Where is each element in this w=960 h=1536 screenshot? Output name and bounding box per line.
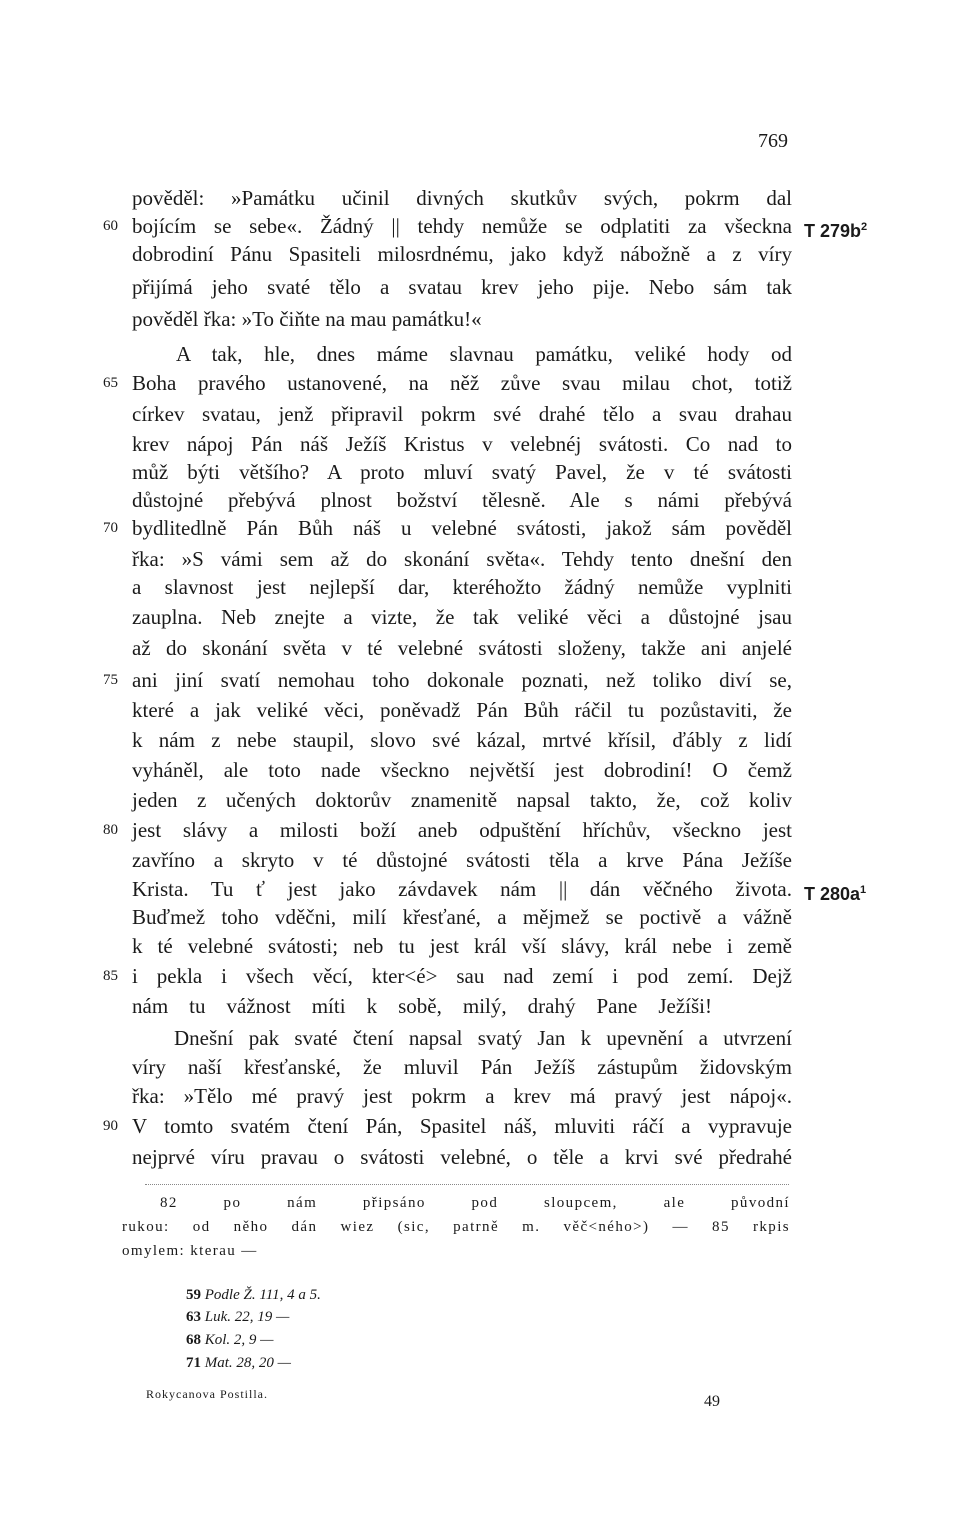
text-line: Boha pravého ustanovené, na něž zůve svau milau chot, totiž [132,371,792,395]
text-line: řka: »S vámi sem až do skonání světa«. Tehdy tento dnešní den [132,547,792,571]
textual-note: rukou: od něho dán wiez (sic, patrně m. věč<ného>) — 85 rkpis [122,1219,790,1235]
text-line: Dnešní pak svaté čtení napsal svatý Jan k upevnění a utvrzení [174,1026,792,1050]
text-line: bojícím se sebe«. Žádný || tehdy nemůže se odplatiti za všeckna [132,214,792,238]
line-number: 70 [103,520,118,536]
text-line: řka: »Tělo mé pravý jest pokrm a krev má pravý jest nápoj«. [132,1084,792,1108]
text-line: zauplna. Neb znejte a vizte, že tak veliké věci a důstojné jsau [132,605,792,629]
text-line: které a jak veliké věci, poněvadž Pán Bůh ráčil tu pozůstaviti, že [132,698,792,722]
text-line: důstojné přebývá plnost božství tělesně. Ale s námi přebývá [132,488,792,512]
line-number: 60 [103,218,118,234]
text-line: nejprvé víru pravau o svátosti velebné, o těle a krvi své předrahé [132,1145,792,1169]
reference-text: Luk. 22, 19 — [204,1309,290,1325]
text-line: bydlitedlně Pán Bůh náš u velebné svátosti, jakož sám pověděl [132,516,792,540]
text-line: víry naší křesťanské, že mluvil Pán Ježíš zástupům židovským [132,1055,792,1079]
textual-note: 82 po nám připsáno pod sloupcem, ale původní [160,1195,790,1211]
reference-text: Podle Ž. 111, 4 a 5. [204,1287,321,1303]
source-reference [186,1329,274,1352]
text-line: krev nápoj Pán náš Ježíš Kristus v velebnéj svátosti. Co nad to [132,432,792,456]
line-number: 75 [103,672,118,688]
margin-reference-sup: 2 [861,221,868,233]
margin-reference-sup: 1 [860,884,867,896]
text-line: zavříno a skryto v té důstojné svátosti těla a krve Pána Ježíše [132,848,792,872]
reference-line-number: 71 [186,1355,201,1371]
margin-reference-label: T 279b [804,221,862,241]
reference-line-number: 59 [186,1287,201,1303]
text-line: Buďmež toho vděčni, milí křesťané, a mějmež se poctivě a vážně [132,905,792,929]
text-line: jeden z učených doktorův znamenitě napsal takto, že, což koliv [132,788,792,812]
reference-text: Kol. 2, 9 — [204,1332,274,1348]
text-line: A tak, hle, dnes máme slavnau památku, veliké hody od [176,342,792,366]
margin-reference [804,876,866,908]
text-line: nám tu vážnost míti k sobě, milý, drahý Pane Ježíši! [132,994,712,1018]
reference-line-number: 68 [186,1332,201,1348]
text-line: přijímá jeho svaté tělo a svatau krev jeho pije. Nebo sám tak [132,275,792,299]
footnote-divider [145,1184,789,1185]
margin-reference [804,213,867,245]
footer-title: Rokycanova Postilla. [146,1387,268,1401]
text-line: až do skonání světa v té velebné svátosti složeny, takže ani anjelé [132,636,792,660]
source-reference [186,1284,321,1307]
text-line: V tomto svatém čtení Pán, Spasitel náš, mluviti ráčí a vypravuje [132,1114,792,1138]
page-number: 769 [758,130,788,152]
text-line: můž býti většího? A proto mluví svatý Pavel, že v té svátosti [132,460,792,484]
line-number: 65 [103,375,118,391]
line-number: 85 [103,968,118,984]
text-line: a slavnost jest nejlepší dar, kteréhožto žádný nemůže vyplniti [132,575,792,599]
text-line: dobrodiní Pánu Spasiteli milosrdnému, jako když nábožně a z víry [132,242,792,266]
text-line: i pekla i všech věcí, kter<é> sau nad zemí i pod zemí. Dejž [132,964,792,988]
text-line: církev svatau, jenž připravil pokrm své drahé tělo a svau drahau [132,402,792,426]
line-number: 90 [103,1118,118,1134]
reference-text: Mat. 28, 20 — [204,1355,291,1371]
text-line: pověděl řka: »To čiňte na mau památku!« [132,307,482,331]
text-line: jest slávy a milosti boží aneb odpuštění hříchův, všeckno jest [132,818,792,842]
text-line: k té velebné svátosti; neb tu jest král vší slávy, král nebe i země [132,934,792,958]
signature-number: 49 [704,1393,720,1410]
margin-reference-label: T 280a [804,884,861,904]
line-number: 80 [103,822,118,838]
text-line: k nám z nebe staupil, slovo své kázal, mrtvé křísil, ďábly z lidí [132,728,792,752]
textual-note: omylem: kterau — [122,1243,258,1259]
text-line: vyháněl, ale toto nade všeckno největší jest dobrodiní! O čemž [132,758,792,782]
text-line: Krista. Tu ť jest jako závdavek nám || dán věčného života. [132,877,792,901]
text-line: pověděl: »Památku učinil divných skutkův svých, pokrm dal [132,186,792,210]
source-reference [186,1352,291,1375]
reference-line-number: 63 [186,1309,201,1325]
source-reference [186,1306,289,1329]
text-line: ani jiní svatí nemohau toho dokonale poznati, než toliko diví se, [132,668,792,692]
